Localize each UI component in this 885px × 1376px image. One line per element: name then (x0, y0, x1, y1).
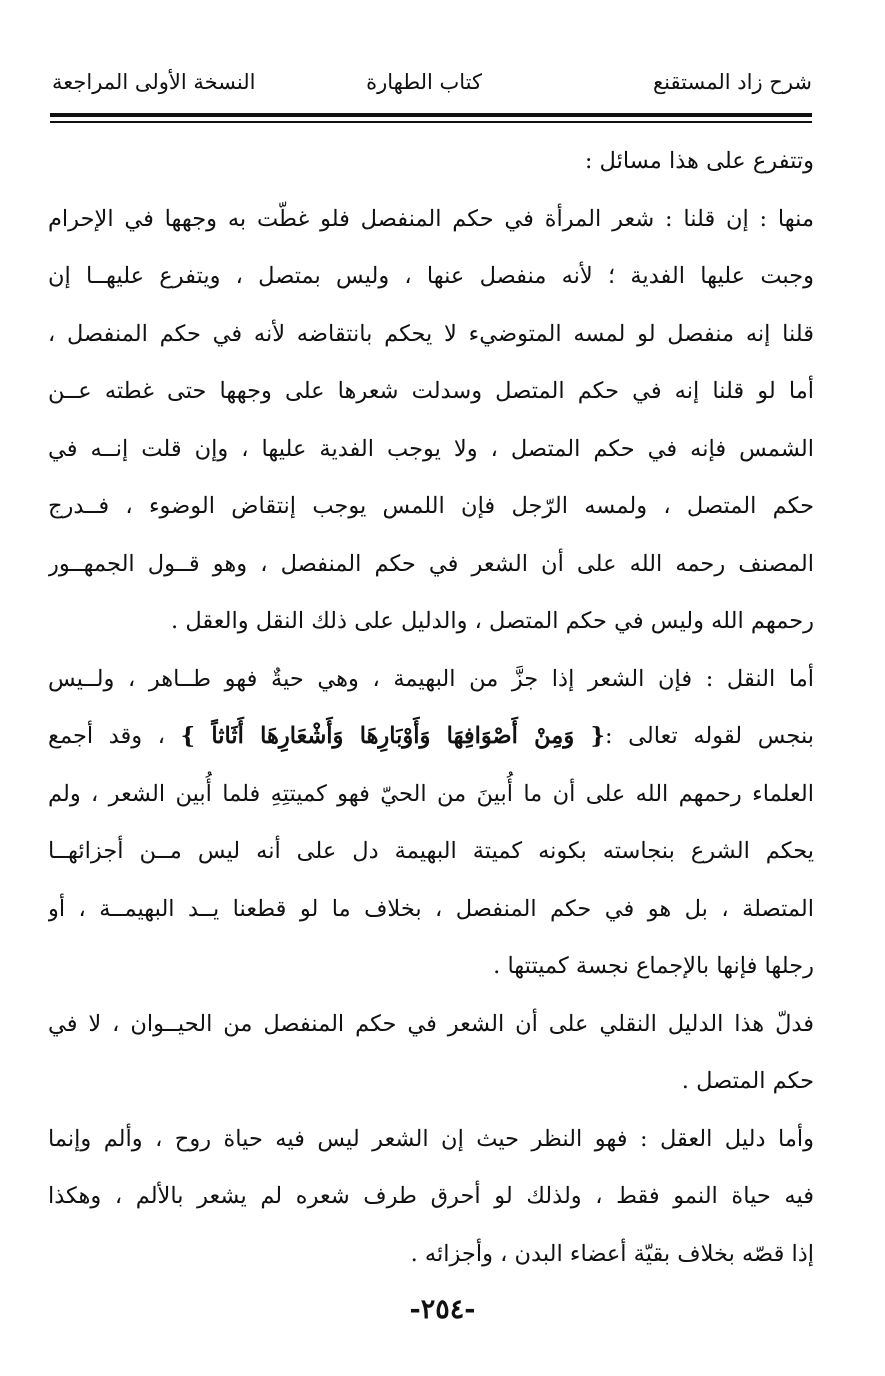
header-rule-thin (50, 121, 812, 123)
page-number: -٢٥٤- (409, 1294, 476, 1325)
text-line: الشمس فإنه في حكم المتصل ، ولا يوجب الفدية عليها ، وإن قلت إنــه في (48, 435, 814, 462)
running-header (52, 62, 812, 102)
text-line: منها : إن قلنا : شعر المرأة في حكم المنفصل فلو غطّت به وجهها في الإحرام (48, 205, 814, 232)
text-line: رجلها فإنها بالإجماع نجسة كميتتها . (493, 953, 814, 979)
header-edition-note: النسخة الأولى المراجعة (52, 70, 256, 94)
text-line: حكم المتصل . (681, 1068, 814, 1094)
text-line: وأما دليل العقل : فهو النظر حيث إن الشعر ليس فيه حياة روح ، وألم وإنما (48, 1125, 814, 1152)
text-line: وتتفرع على هذا مسائل : (584, 148, 814, 174)
text-line: رحمهم الله وليس في حكم المتصل ، والدليل على ذلك النقل والعقل . (171, 608, 814, 634)
text-line: أما لو قلنا إنه في حكم المتصل وسدلت شعرها على وجهها حتى غطته عــن (48, 378, 814, 404)
header-rule-thick (50, 113, 812, 117)
text-line: العلماء رحمهم الله على أن ما أُبينَ من الحيّ فهو كميتتِهِ فلما أُبين الشعر ، ولم (48, 780, 814, 807)
text-line: إذا قصّه بخلاف بقيّة أعضاء البدن ، وأجزائه . (410, 1240, 814, 1267)
text-line: حكم المتصل ، ولمسه الرّجل فإن اللمس يوجب إنتقاض الوضوء ، فــدرج (48, 493, 814, 519)
text-line: أما النقل : فإن الشعر إذا جزَّ من البهيمة ، وهي حيةٌ فهو طــاهر ، ولــيس (48, 665, 814, 692)
text-line: فيه حياة النمو فقط ، ولذلك لو أحرق طرف شعره لم يشعر بالألم ، وهكذا (48, 1183, 814, 1209)
text-line: المتصلة ، بل هو في حكم المنفصل ، بخلاف ما لو قطعنا يــد البهيمــة ، أو (48, 895, 814, 922)
text-line: قلنا إنه منفصل لو لمسه المتوضيء لا يحكم بانتقاضه لأنه في حكم المنفصل ، (48, 320, 814, 347)
quran-intro: بنجس لقوله تعالى : (604, 723, 814, 749)
text-line: وجبت عليها الفدية ؛ لأنه منفصل عنها ، وليس بمتصل ، ويتفرع عليهــا إن (48, 263, 814, 289)
text-line: المصنف رحمه الله على أن الشعر في حكم المنفصل ، وهو قــول الجمهــور (48, 550, 814, 577)
text-line-with-quran (48, 708, 814, 766)
text-line: يحكم الشرع بنجاسته بكونه كميتة البهيمة دل على أنه ليس مــن أجزائهــا (48, 838, 814, 864)
header-chapter-title: كتاب الطهارة (366, 70, 482, 94)
text-line: فدلّ هذا الدليل النقلي على أن الشعر في حكم المنفصل من الحيــوان ، لا في (48, 1010, 814, 1037)
quran-after: ، وقد أجمع (48, 723, 181, 749)
quran-verse: { وَمِنْ أَصْوَافِهَا وَأَوْبَارِهَا وَأَشْعَارِهَا أَثَاثاً } (180, 723, 605, 749)
body-text (48, 133, 814, 1283)
header-book-title: شرح زاد المستقنع (653, 70, 812, 94)
